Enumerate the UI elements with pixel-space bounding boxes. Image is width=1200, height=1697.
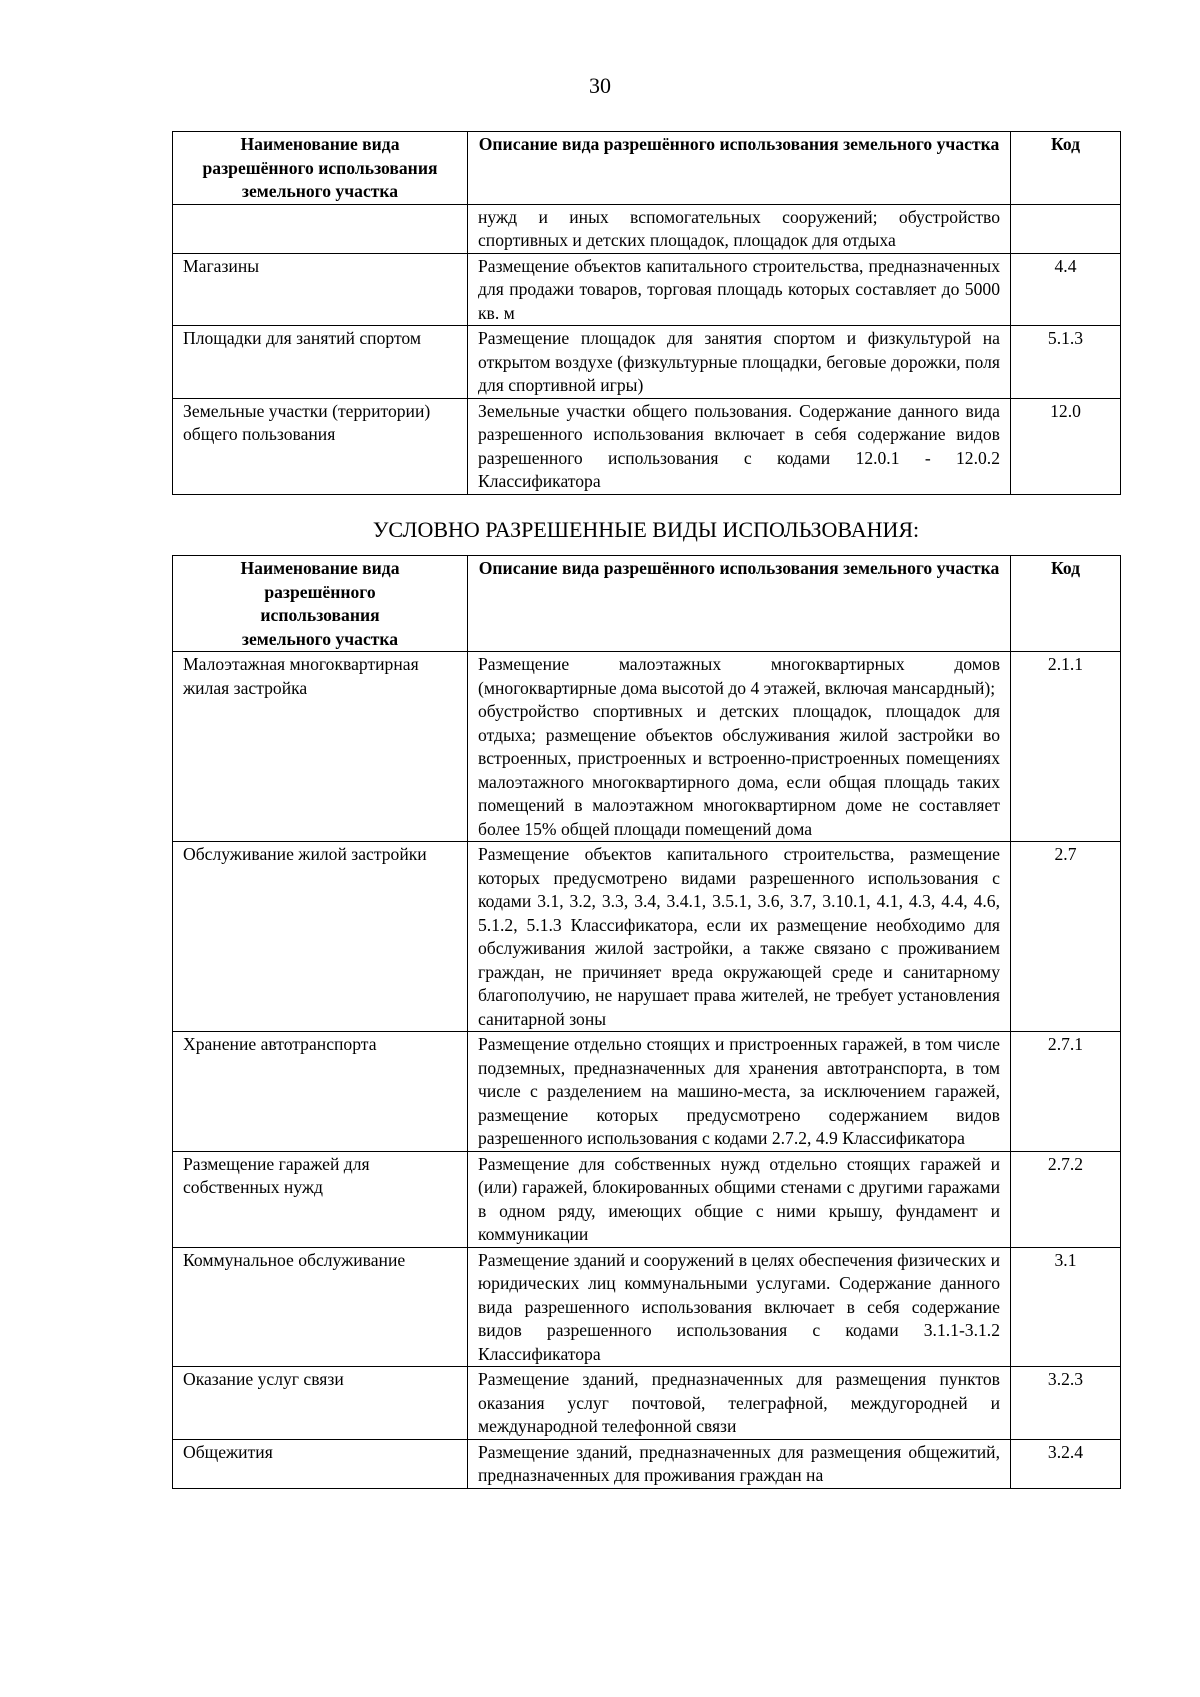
table-row [173, 398, 1121, 494]
use-code: 2.1.1 [1011, 652, 1121, 842]
use-code: 3.2.3 [1011, 1367, 1121, 1440]
use-name: Общежития [173, 1439, 468, 1488]
use-code: 2.7.1 [1011, 1032, 1121, 1152]
use-name: Площадки для занятий спортом [173, 326, 468, 399]
use-code: 12.0 [1011, 398, 1121, 494]
use-code [1011, 204, 1121, 253]
use-description: Размещение объектов капитального строительства, размещение которых предусмотрено видами разрешенного использования с кодами 3.1, 3.2, 3.3, 3.4, 3.4.1, 3.5.1, 3.6, 3.7, 3.10.1, 4.1, 4.3, 4.4, 4.6, 5.1.2, 5.1.3 Классификатора, если их размещение необходимо для обслуживания жилой застройки, а также связано с проживанием граждан, не причиняет вреда окружающей среде и санитарному благополучию, не нарушает права жителей, не требует установления санитарной зоны [468, 842, 1011, 1032]
use-code: 4.4 [1011, 253, 1121, 326]
header-description: Описание вида разрешённого использования земельного участка [468, 132, 1011, 205]
use-name: Оказание услуг связи [173, 1367, 468, 1440]
use-description-part: Размещение малоэтажных многоквартирных домов (многоквартирные дома высотой до 4 этажей, включая мансардный); [478, 654, 1000, 698]
use-description-part: обустройство спортивных и детских площадок, площадок для отдыха; размещение объектов обслуживания жилой застройки во встроенных, пристроенных и встроенно-пристроенных помещениях малоэтажного многоквартирного дома, если общая площадь таких помещений в малоэтажном многоквартирном доме не составляет более 15% общей площади помещений дома [478, 701, 1000, 839]
table-row [173, 842, 1121, 1032]
use-name [173, 204, 468, 253]
table-header-row [173, 132, 1121, 205]
use-description: Размещение зданий, предназначенных для размещения пунктов оказания услуг почтовой, телеграфной, междугородней и международной телефонной связи [468, 1367, 1011, 1440]
use-name: Коммунальное обслуживание [173, 1247, 468, 1367]
use-name: Размещение гаражей для собственных нужд [173, 1151, 468, 1247]
header-name: Наименование вида разрешённого использования земельного участка [173, 132, 468, 205]
table-row [173, 1439, 1121, 1488]
use-name: Хранение автотранспорта [173, 1032, 468, 1152]
page-number: 30 [589, 73, 611, 98]
permitted-uses-table [172, 131, 1121, 495]
use-code: 3.2.4 [1011, 1439, 1121, 1488]
use-description: Размещение зданий и сооружений в целях обеспечения физических и юридических лиц коммунальными услугами. Содержание данного вида разрешенного использования включает в себя содержание видов разрешенного использования с кодами 3.1.1-3.1.2 Классификатора [468, 1247, 1011, 1367]
use-name: Магазины [173, 253, 468, 326]
use-name: Земельные участки (территории) общего пользования [173, 398, 468, 494]
table-row [173, 1151, 1121, 1247]
use-name: Обслуживание жилой застройки [173, 842, 468, 1032]
header-description: Описание вида разрешённого использования земельного участка [468, 556, 1011, 652]
table-header-row [173, 556, 1121, 652]
use-name: Малоэтажная многоквартирная жилая застройка [173, 652, 468, 842]
use-code: 5.1.3 [1011, 326, 1121, 399]
use-description: Размещение зданий, предназначенных для размещения общежитий, предназначенных для проживания граждан на [468, 1439, 1011, 1488]
use-code: 2.7.2 [1011, 1151, 1121, 1247]
header-name: Наименование вида разрешённого использования земельного участка [173, 556, 468, 652]
conditional-uses-table [172, 555, 1121, 1489]
use-description: Размещение объектов капитального строительства, предназначенных для продажи товаров, торговая площадь которых составляет до 5000 кв. м [468, 253, 1011, 326]
table-row [173, 1247, 1121, 1367]
table-row [173, 652, 1121, 842]
use-description: Земельные участки общего пользования. Содержание данного вида разрешенного использования включает в себя содержание видов разрешенного использования с кодами 12.0.1 - 12.0.2 Классификатора [468, 398, 1011, 494]
table-row [173, 1367, 1121, 1440]
table-row [173, 253, 1121, 326]
use-code: 3.1 [1011, 1247, 1121, 1367]
header-code: Код [1011, 132, 1121, 205]
header-code: Код [1011, 556, 1121, 652]
table-row [173, 326, 1121, 399]
use-description: Размещение площадок для занятия спортом и физкультурой на открытом воздухе (физкультурные площадки, беговые дорожки, поля для спортивной игры) [468, 326, 1011, 399]
use-description: Размещение для собственных нужд отдельно стоящих гаражей и (или) гаражей, блокированных общими стенами с другими гаражами в одном ряду, имеющих общие с ними крышу, фундамент и коммуникации [468, 1151, 1011, 1247]
use-description: нужд и иных вспомогательных сооружений; обустройство спортивных и детских площадок, площадок для отдыха [468, 204, 1011, 253]
use-description [468, 652, 1011, 842]
use-description: Размещение отдельно стоящих и пристроенных гаражей, в том числе подземных, предназначенных для хранения автотранспорта, в том числе с разделением на машино-места, за исключением гаражей, размещение которых предусмотрено содержанием видов разрешенного использования с кодами 2.7.2, 4.9 Классификатора [468, 1032, 1011, 1152]
table-row [173, 1032, 1121, 1152]
table-row [173, 204, 1121, 253]
use-code: 2.7 [1011, 842, 1121, 1032]
section-title: УСЛОВНО РАЗРЕШЕННЫЕ ВИДЫ ИСПОЛЬЗОВАНИЯ: [372, 517, 920, 542]
